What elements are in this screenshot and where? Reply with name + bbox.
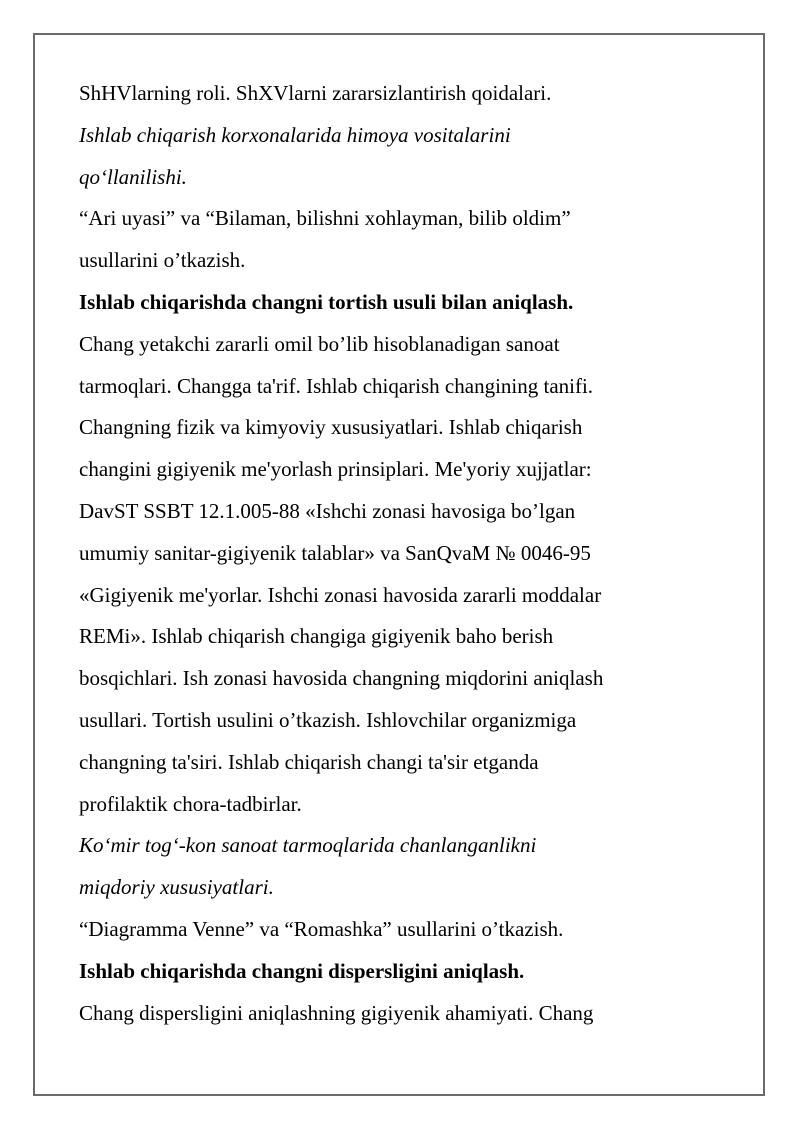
text-line: qo‘llanilishi. — [79, 164, 187, 189]
text-line: Chang yetakchi zararli omil bo’lib hisoblanadigan sanoat — [79, 331, 560, 356]
section-heading: Ishlab chiqarishda changni tortish usuli bilan aniqlash. — [79, 289, 574, 314]
text-line: profilaktik chora-tadbirlar. — [79, 791, 302, 816]
document-page — [33, 33, 765, 1096]
text-line: Ko‘mir tog‘-kon sanoat tarmoqlarida chanlanganlikni — [79, 833, 537, 858]
text-line: tarmoqlari. Changga ta'rif. Ishlab chiqarish changining tanifi. — [79, 373, 594, 398]
text-line: miqdoriy xususiyatlari. — [79, 875, 274, 900]
text-line: bosqichlari. Ish zonasi havosida changning miqdorini aniqlash — [79, 666, 604, 691]
text-line: “Diagramma Venne” va “Romashka” usullarini o’tkazish. — [79, 916, 564, 941]
text-line: usullarini o’tkazish. — [79, 248, 246, 273]
text-line: ShHVlarning roli. ShXVlarni zararsizlantirish qoidalari. — [79, 81, 552, 105]
text-line: DavST SSBT 12.1.005-88 «Ishchi zonasi havosiga bo’lgan — [79, 498, 576, 523]
text-line: umumiy sanitar-gigiyenik talablar» va SanQvaM № 0046-95 — [79, 540, 591, 565]
document-body — [79, 73, 739, 1034]
text-line: REMi». Ishlab chiqarish changiga gigiyenik baho berish — [79, 624, 554, 649]
text-line: usullari. Tortish usulini o’tkazish. Ishlovchilar organizmiga — [79, 707, 577, 732]
text-line: “Ari uyasi” va “Bilaman, bilishni xohlayman, bilib oldim” — [79, 206, 571, 231]
text-line: Chang dispersligini aniqlashning gigiyenik ahamiyati. Chang — [79, 1000, 594, 1025]
text-line: changning ta'siri. Ishlab chiqarish changi ta'sir etganda — [79, 749, 539, 774]
text-line: Ishlab chiqarish korxonalarida himoya vositalarini — [79, 122, 511, 147]
text-line: Changning fizik va kimyoviy xususiyatlari. Ishlab chiqarish — [79, 415, 583, 440]
text-line: «Gigiyenik me'yorlar. Ishchi zonasi havosida zararli moddalar — [79, 582, 602, 607]
section-heading: Ishlab chiqarishda changni dispersligini aniqlash. — [79, 958, 525, 983]
text-line: changini gigiyenik me'yorlash prinsiplari. Me'yoriy xujjatlar: — [79, 457, 592, 482]
